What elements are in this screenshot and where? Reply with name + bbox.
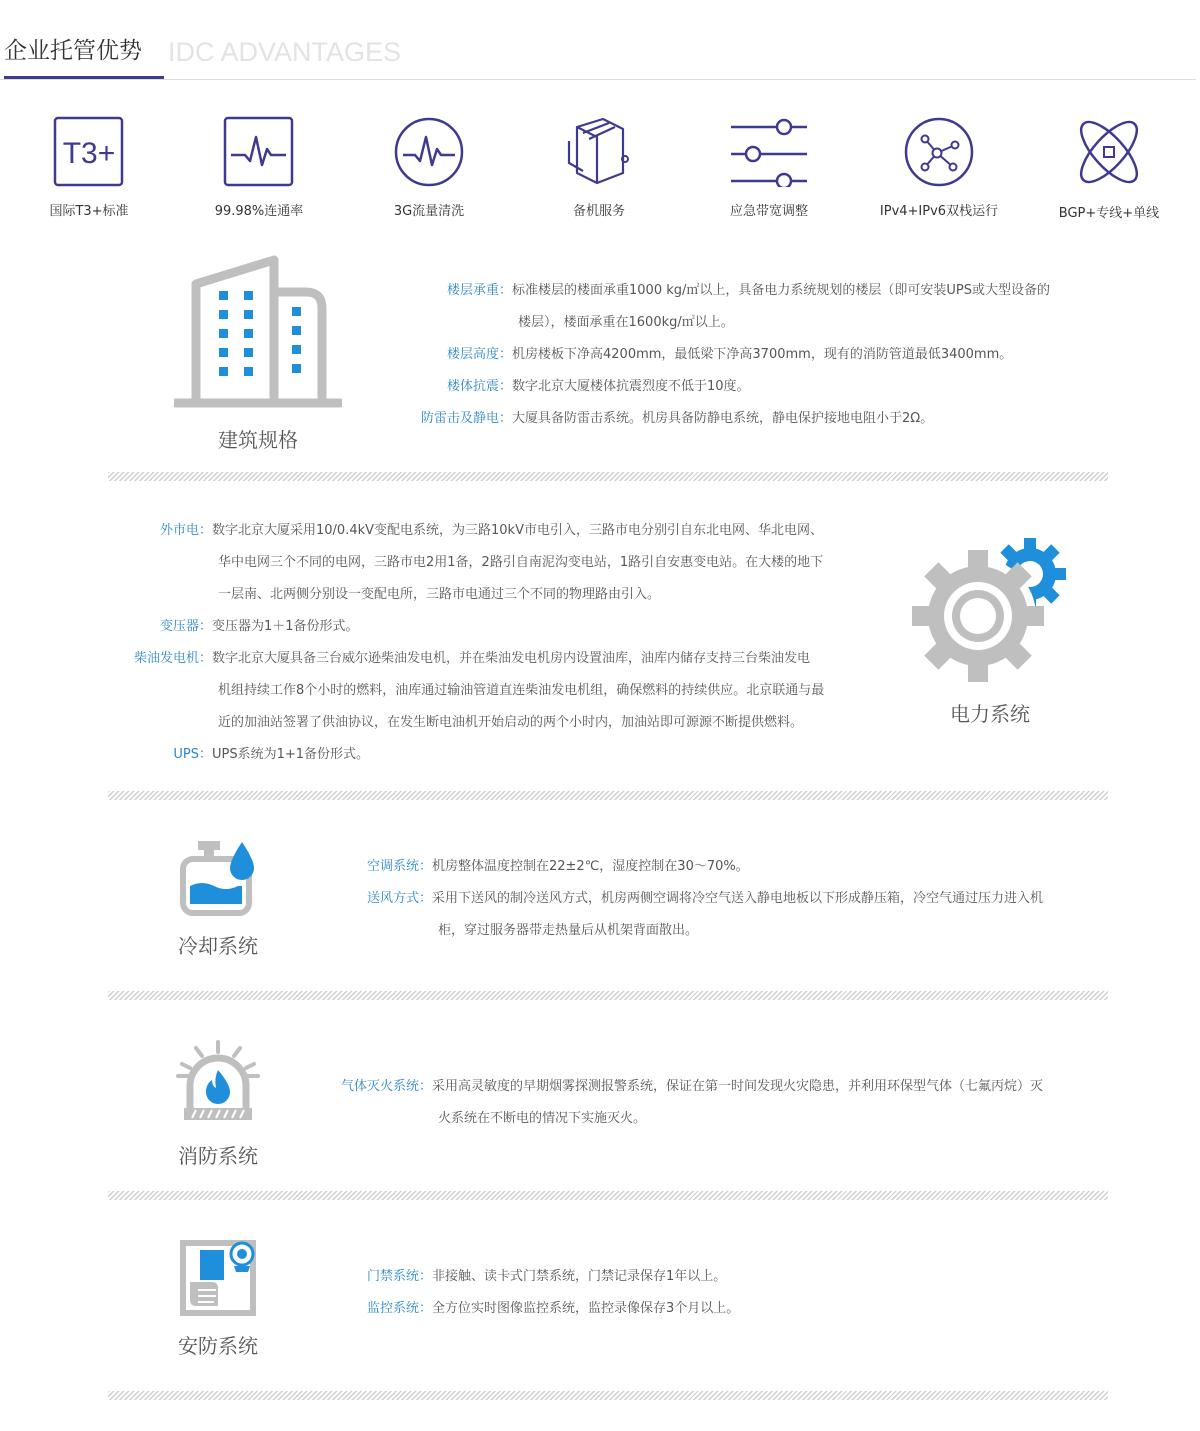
item-key: 监控系统： bbox=[366, 1301, 432, 1316]
power-item-generator-cont bbox=[218, 679, 824, 698]
item-text: 数字北京大厦采用10/0.4kV变配电系统，为三路10kV市电引入，三路市电分别引自东北电网、华北电网、 bbox=[212, 523, 823, 538]
feature-dual-stack bbox=[854, 115, 1024, 219]
item-text: UPS系统为1+1备份形式。 bbox=[212, 747, 370, 762]
backup-folder-icon bbox=[563, 115, 635, 187]
item-key: 变压器： bbox=[159, 619, 212, 634]
building-item-load-cont bbox=[518, 311, 734, 330]
building-item-load bbox=[400, 279, 1050, 298]
item-key: 送风方式： bbox=[366, 891, 432, 906]
feature-label: BGP+专线+单线 bbox=[1058, 206, 1160, 221]
feature-traffic-cleaning bbox=[344, 115, 514, 219]
item-text: 变压器为1＋1备份形式。 bbox=[212, 619, 359, 634]
feature-label: 备机服务 bbox=[572, 204, 625, 219]
item-key: UPS： bbox=[173, 747, 212, 762]
item-text: 采用高灵敏度的早期烟雾探测报警系统，保证在第一时间发现火灾隐患，并利用环保型气体（七氟丙烷）灭 bbox=[432, 1079, 1044, 1094]
power-title: 电力系统 bbox=[950, 702, 1030, 726]
section-divider bbox=[108, 791, 1108, 800]
item-text: 数字北京大厦楼体抗震烈度不低于10度。 bbox=[512, 379, 750, 394]
item-key: 防雷击及静电： bbox=[420, 411, 512, 426]
feature-label: 国际T3+标准 bbox=[49, 204, 129, 219]
item-text: 柜，穿过服务器带走热量后从机架背面散出。 bbox=[438, 923, 699, 938]
security-title: 安防系统 bbox=[178, 1334, 258, 1358]
item-text: 大厦具备防雷击系统。机房具备防静电系统，静电保护接地电阻小于2Ω。 bbox=[512, 411, 934, 426]
building-item-lightning bbox=[400, 407, 933, 426]
feature-label: 3G流量清洗 bbox=[393, 204, 465, 219]
item-text: 近的加油站签署了供油协议，在发生断电油机开始启动的两个小时内，加油站即可源源不断提供燃料。 bbox=[218, 715, 804, 730]
security-icon bbox=[180, 1238, 260, 1318]
section-divider bbox=[108, 1191, 1108, 1200]
item-text: 数字北京大厦具备三台威尔逊柴油发电机，并在柴油发电机房内设置油库，油库内储存支持三台柴油发电 bbox=[212, 651, 811, 666]
item-key: 气体灭火系统： bbox=[340, 1079, 432, 1094]
power-item-generator bbox=[108, 647, 810, 666]
page-title: 企业托管优势 bbox=[4, 38, 142, 64]
cooling-item-airflow-cont bbox=[438, 919, 698, 938]
feature-backup-server bbox=[514, 115, 684, 219]
item-text: 非接触、读卡式门禁系统，门禁记录保存1年以上。 bbox=[432, 1269, 727, 1284]
item-key: 柴油发电机： bbox=[133, 651, 212, 666]
building-item-seismic bbox=[400, 375, 750, 394]
item-text: 机组持续工作8个小时的燃料，油库通过输油管道直连柴油发电机组，确保燃料的持续供应。北京联通与最 bbox=[218, 683, 825, 698]
item-key: 楼体抗震： bbox=[446, 379, 512, 394]
item-text: 标准楼层的楼面承重1000 kg/㎡以上，具备电力系统规划的楼层（即可安装UPS或大型设备的 bbox=[512, 283, 1050, 298]
feature-connectivity bbox=[174, 115, 344, 219]
power-item-grid bbox=[108, 519, 823, 538]
item-key: 空调系统： bbox=[366, 859, 432, 874]
item-text: 采用下送风的制冷送风方式，机房两侧空调将冷空气送入静电地板以下形成静压箱，冷空气通过压力进入机 bbox=[432, 891, 1044, 906]
section-divider bbox=[108, 472, 1108, 481]
item-key: 楼层高度： bbox=[446, 347, 512, 362]
fire-item-gas-cont bbox=[438, 1107, 646, 1126]
item-key: 门禁系统： bbox=[366, 1269, 432, 1284]
heartbeat-square-icon bbox=[223, 115, 295, 187]
item-text: 机房楼板下净高4200mm，最低梁下净高3700mm，现有的消防管道最低3400mm。 bbox=[512, 347, 1013, 362]
building-item-height bbox=[400, 343, 1012, 362]
cooling-item-ac bbox=[320, 855, 749, 874]
t3-icon bbox=[53, 115, 125, 187]
item-key: 外市电： bbox=[159, 523, 212, 538]
building-icon bbox=[174, 252, 342, 408]
power-item-generator-cont bbox=[218, 711, 803, 730]
feature-label: IPv4+IPv6双栈运行 bbox=[879, 204, 999, 219]
svg-text:T3+: T3+ bbox=[62, 137, 116, 170]
page-subtitle: IDC ADVANTAGES bbox=[168, 37, 402, 67]
cooling-icon bbox=[180, 838, 260, 918]
item-text: 楼层），楼面承重在1600kg/㎡以上。 bbox=[518, 315, 734, 330]
title-underline bbox=[4, 76, 164, 79]
network-nodes-icon bbox=[903, 115, 975, 187]
power-item-grid-cont bbox=[218, 583, 660, 602]
section-header bbox=[0, 0, 1196, 80]
section-divider bbox=[108, 1391, 1108, 1400]
security-item-monitor bbox=[320, 1297, 739, 1316]
feature-t3 bbox=[4, 115, 174, 219]
item-text: 华中电网三个不同的电网，三路市电2用1备，2路引自南泥沟变电站，1路引自安惠变电站。在大楼的地下 bbox=[218, 555, 824, 570]
power-item-grid-cont bbox=[218, 551, 823, 570]
item-key: 楼层承重： bbox=[446, 283, 512, 298]
fire-alarm-icon bbox=[176, 1040, 260, 1124]
heartbeat-circle-icon bbox=[393, 115, 465, 187]
power-item-transformer bbox=[108, 615, 359, 634]
section-divider bbox=[108, 991, 1108, 1000]
feature-label: 99.98%连通率 bbox=[214, 204, 304, 219]
power-item-ups bbox=[108, 743, 369, 762]
gear-icon bbox=[912, 534, 1070, 684]
feature-bgp bbox=[1024, 115, 1194, 221]
feature-label: 应急带宽调整 bbox=[729, 204, 808, 219]
sliders-icon bbox=[729, 115, 809, 187]
fire-item-gas bbox=[300, 1075, 1043, 1094]
item-text: 一层南、北两侧分别设一变配电所，三路市电通过三个不同的物理路由引入。 bbox=[218, 587, 661, 602]
item-text: 火系统在不断电的情况下实施灭火。 bbox=[438, 1111, 647, 1126]
atom-icon bbox=[1073, 115, 1145, 189]
cooling-title: 冷却系统 bbox=[178, 934, 258, 958]
security-item-access bbox=[320, 1265, 726, 1284]
cooling-item-airflow bbox=[320, 887, 1043, 906]
fire-title: 消防系统 bbox=[178, 1144, 258, 1168]
item-text: 机房整体温度控制在22±2℃，湿度控制在30～70%。 bbox=[432, 859, 749, 874]
feature-bandwidth bbox=[684, 115, 854, 219]
item-text: 全方位实时图像监控系统，监控录像保存3个月以上。 bbox=[432, 1301, 740, 1316]
building-title: 建筑规格 bbox=[218, 428, 298, 452]
